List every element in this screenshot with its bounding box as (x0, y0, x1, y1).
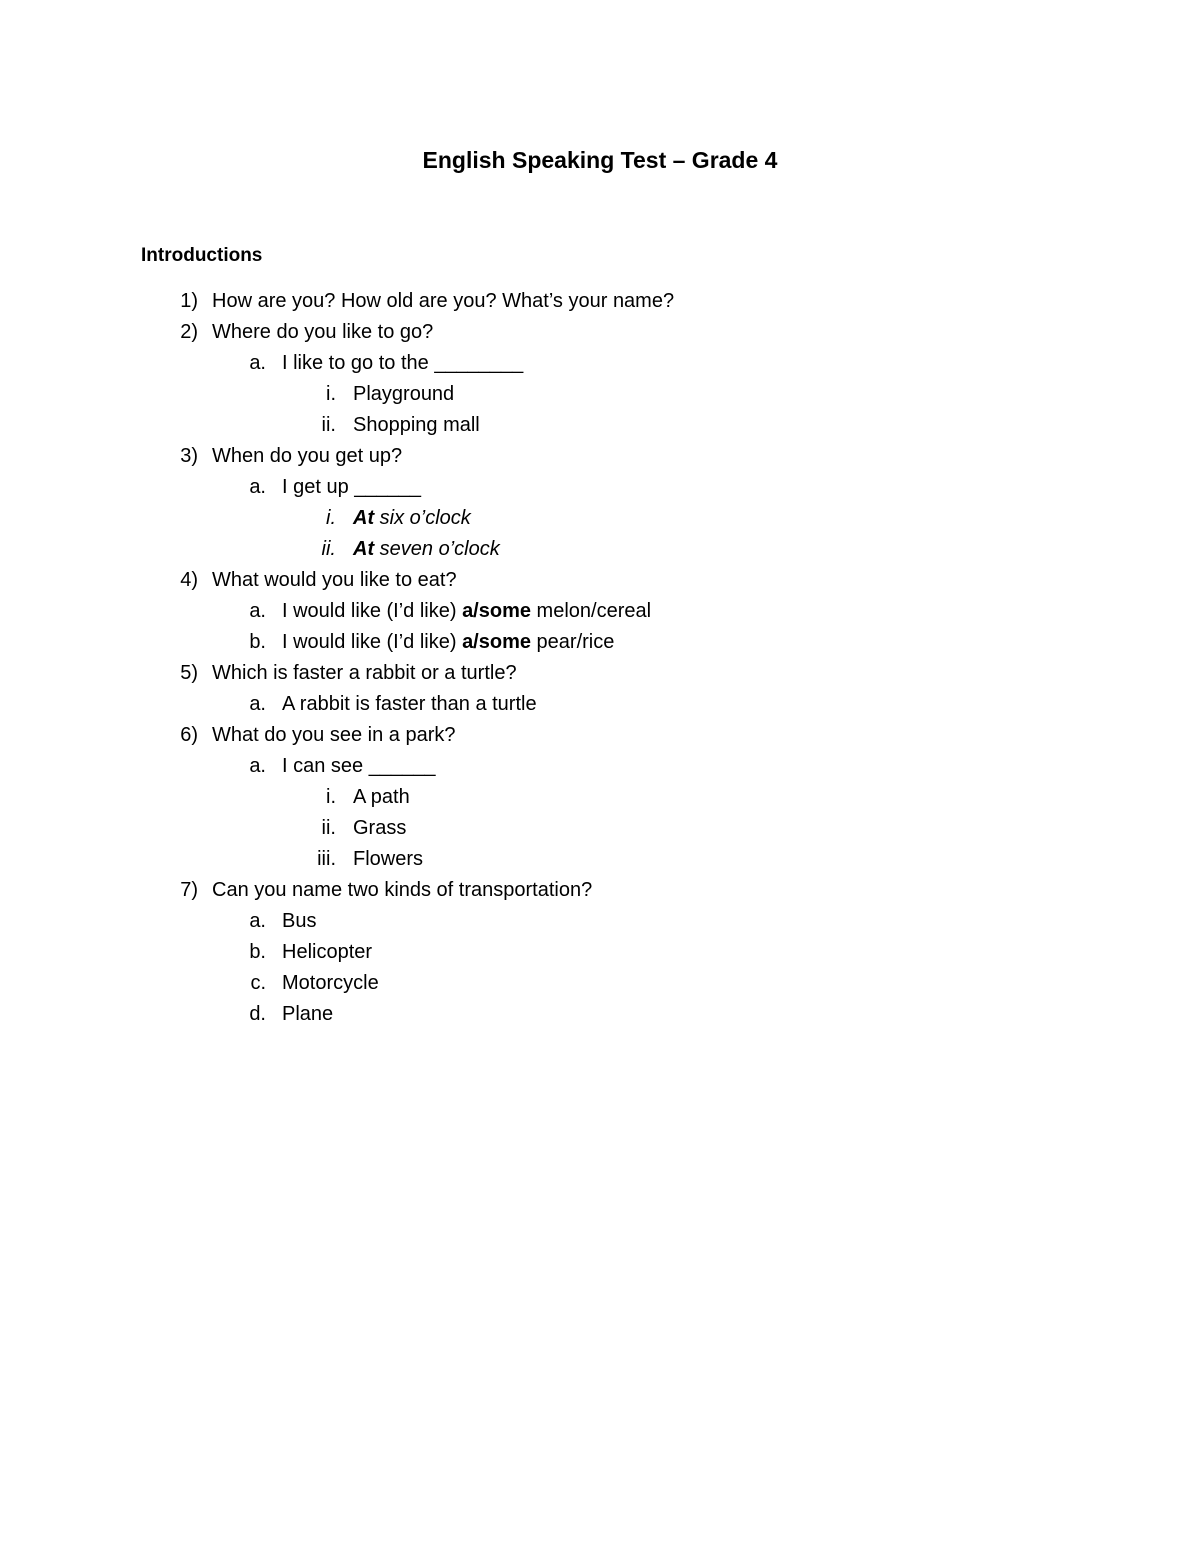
option-item (0, 782, 1200, 813)
answer-marker: d. (249, 1003, 266, 1025)
question-number: 1) (180, 290, 198, 312)
answer-text: I get up ______ (282, 476, 422, 498)
answer-pre: I would like (I’d like) (282, 600, 463, 622)
option-marker: ii. (321, 538, 336, 560)
answer-text: I can see ______ (282, 755, 436, 777)
answer-text: Helicopter (282, 941, 373, 963)
question-2 (0, 317, 1200, 348)
answer-marker: a. (249, 755, 266, 777)
option-bold-word: At (353, 538, 375, 560)
page-title: English Speaking Test – Grade 4 (422, 147, 778, 173)
answer-item (0, 596, 1200, 627)
answer-marker: b. (249, 941, 266, 963)
question-number: 5) (180, 662, 198, 684)
option-rest: six o’clock (374, 507, 471, 529)
answer-text (282, 627, 614, 658)
option-text (353, 503, 471, 534)
option-item (0, 503, 1200, 534)
option-text: Flowers (353, 848, 424, 870)
question-number: 7) (180, 879, 198, 901)
answer-item (0, 999, 1200, 1030)
option-item (0, 844, 1200, 875)
answer-item (0, 348, 1200, 379)
option-rest: seven o’clock (374, 538, 500, 560)
answer-text: Bus (282, 910, 317, 932)
option-item (0, 410, 1200, 441)
question-text: How are you? How old are you? What’s your name? (212, 290, 675, 312)
question-4 (0, 565, 1200, 596)
option-marker: iii. (317, 848, 336, 870)
option-item (0, 379, 1200, 410)
question-number: 6) (180, 724, 198, 746)
option-bold-word: At (353, 507, 375, 529)
option-item (0, 534, 1200, 565)
answer-item (0, 906, 1200, 937)
option-marker: ii. (321, 414, 336, 436)
question-3 (0, 441, 1200, 472)
option-marker: i. (326, 507, 336, 529)
answer-item (0, 627, 1200, 658)
answer-item (0, 689, 1200, 720)
question-number: 3) (180, 445, 198, 467)
answer-marker: a. (249, 910, 266, 932)
answer-marker: a. (249, 600, 266, 622)
answer-marker: a. (249, 476, 266, 498)
answer-bold-word: a/some (462, 600, 531, 622)
answer-marker: a. (249, 693, 266, 715)
answer-text: Plane (282, 1003, 334, 1025)
question-text: Where do you like to go? (212, 321, 434, 343)
answer-post: melon/cereal (531, 600, 652, 622)
question-number: 2) (180, 321, 198, 343)
question-1 (0, 286, 1200, 317)
question-text: Can you name two kinds of transportation? (212, 879, 593, 901)
answer-pre: I would like (I’d like) (282, 631, 463, 653)
answer-text (282, 596, 651, 627)
answer-marker: a. (249, 352, 266, 374)
question-text: What do you see in a park? (212, 724, 456, 746)
answer-item (0, 968, 1200, 999)
answer-text: I like to go to the ________ (282, 352, 524, 374)
answer-item (0, 937, 1200, 968)
option-text (353, 534, 500, 565)
answer-text: A rabbit is faster than a turtle (282, 693, 537, 715)
option-text: Playground (353, 383, 455, 405)
question-list (0, 286, 1200, 1030)
answer-marker: b. (249, 631, 266, 653)
option-marker: i. (326, 383, 336, 405)
question-6 (0, 720, 1200, 751)
option-marker: i. (326, 786, 336, 808)
answer-text: Motorcycle (282, 972, 379, 994)
option-item (0, 813, 1200, 844)
option-text: Grass (353, 817, 407, 839)
answer-item (0, 472, 1200, 503)
question-5 (0, 658, 1200, 689)
option-text: Shopping mall (353, 414, 480, 436)
question-number: 4) (180, 569, 198, 591)
answer-post: pear/rice (531, 631, 615, 653)
answer-marker: c. (250, 972, 266, 994)
section-heading: Introductions (141, 245, 263, 266)
answer-bold-word: a/some (462, 631, 531, 653)
option-marker: ii. (321, 817, 336, 839)
option-text: A path (353, 786, 410, 808)
question-7 (0, 875, 1200, 906)
question-text: When do you get up? (212, 445, 403, 467)
question-text: Which is faster a rabbit or a turtle? (212, 662, 517, 684)
question-text: What would you like to eat? (212, 569, 457, 591)
answer-item (0, 751, 1200, 782)
